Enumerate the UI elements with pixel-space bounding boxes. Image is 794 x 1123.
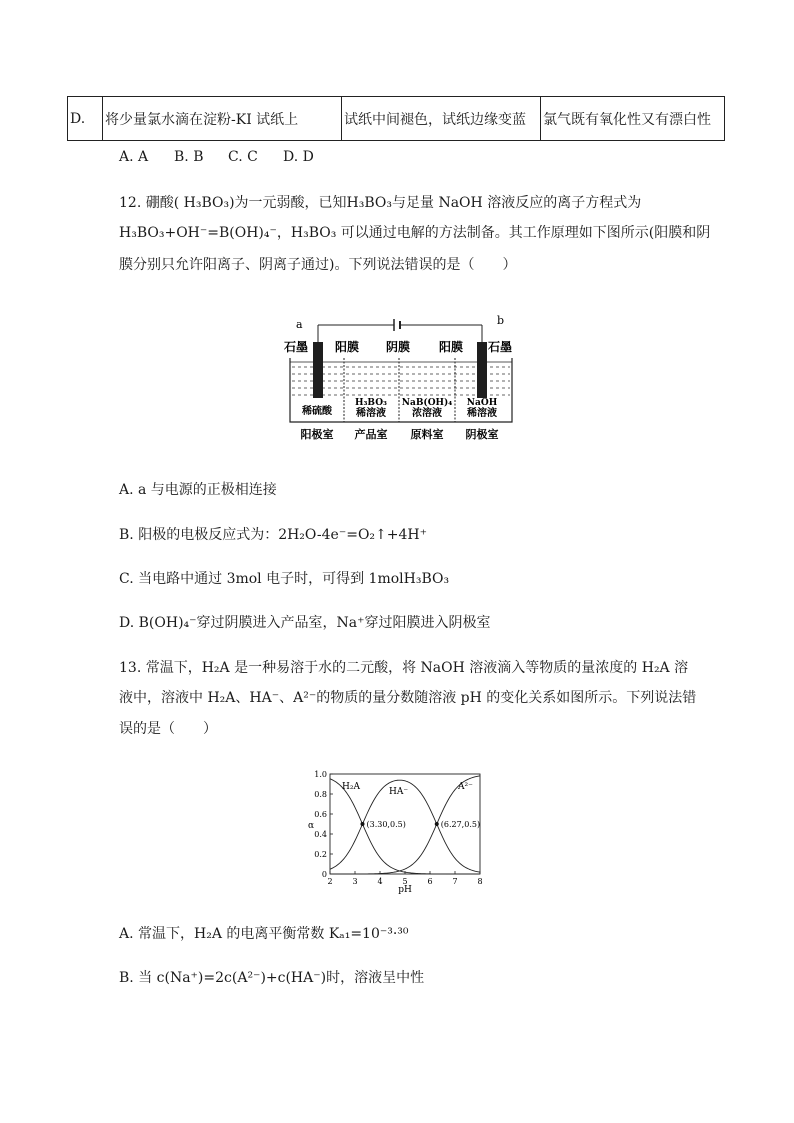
solution-cathode-formula: NaOH bbox=[466, 398, 498, 408]
x-tick-label: 7 bbox=[452, 877, 458, 886]
q11-choice-c[interactable]: C. C bbox=[228, 149, 258, 165]
q12-stem-line-1: 12. 硼酸( H₃BO₃)为一元弱酸，已知H₃BO₃与足量 NaOH 溶液反应的离子方程式为 bbox=[119, 195, 642, 211]
q12-option-a[interactable]: A. a 与电源的正极相连接 bbox=[119, 482, 277, 498]
electrolysis-diagram bbox=[282, 312, 522, 444]
x-axis-label: pH bbox=[398, 885, 412, 894]
graphite-left-label: 石墨 bbox=[284, 340, 309, 354]
y-tick-label: 0.6 bbox=[314, 810, 327, 819]
q12-option-d[interactable]: D. B(OH)₄⁻穿过阴膜进入产品室，Na⁺穿过阳膜进入阴极室 bbox=[119, 615, 491, 631]
solution-product-formula: H₃BO₃ bbox=[354, 398, 388, 408]
x-tick-label: 3 bbox=[352, 877, 358, 886]
x-tick-label: 5 bbox=[402, 877, 408, 886]
y-tick-label: 0.8 bbox=[314, 790, 327, 799]
q11-choice-a[interactable]: A. A bbox=[119, 149, 149, 165]
membrane-3-label: 阳膜 bbox=[439, 340, 464, 354]
x-tick-label: 8 bbox=[477, 877, 483, 886]
table-row bbox=[68, 97, 725, 141]
q11-choice-b[interactable]: B. B bbox=[174, 149, 204, 165]
q13-option-a[interactable]: A. 常温下，H₂A 的电离平衡常数 Kₐ₁=10⁻³·³⁰ bbox=[119, 926, 409, 942]
membrane-2-label: 阴膜 bbox=[386, 340, 411, 354]
terminal-a-label: a bbox=[296, 318, 303, 331]
q12-option-c[interactable]: C. 当电路中通过 3mol 电子时，可得到 1molH₃BO₃ bbox=[119, 571, 450, 587]
solution-product-label: 稀溶液 bbox=[356, 408, 386, 419]
q13-stem-line-1: 13. 常温下，H₂A 是一种易溶于水的二元酸，将 NaOH 溶液滴入等物质的量浓度的 H₂A 溶 bbox=[119, 660, 689, 676]
series-label-h2a: H₂A bbox=[342, 782, 360, 792]
intersection-label: (3.30,0.5) bbox=[366, 820, 406, 829]
option-table bbox=[67, 96, 725, 141]
intersection-point bbox=[361, 822, 365, 826]
terminal-b-label: b bbox=[497, 314, 505, 327]
room-anode: 阳极室 bbox=[300, 428, 334, 441]
option-label: D. bbox=[68, 97, 103, 141]
q12-stem-line-2: H₃BO₃+OH⁻=B(OH)₄⁻，H₃BO₃ 可以通过电解的方法制备。其工作原理如下图所示(阳膜和阴 bbox=[119, 225, 711, 241]
x-tick-label: 6 bbox=[427, 877, 433, 886]
room-product: 产品室 bbox=[354, 428, 388, 441]
graphite-cathode bbox=[477, 342, 487, 398]
solution-feed-label: 浓溶液 bbox=[412, 408, 442, 419]
x-tick-label: 2 bbox=[327, 877, 333, 886]
y-tick-label: 0 bbox=[321, 870, 327, 879]
x-tick-label: 4 bbox=[377, 877, 383, 886]
series-label-a2: A²⁻ bbox=[458, 782, 473, 792]
conclusion-cell: 氯气既有氧化性又有漂白性 bbox=[541, 97, 725, 141]
phenomenon-cell: 试纸中间褪色，试纸边缘变蓝 bbox=[342, 97, 541, 141]
intersection-point bbox=[435, 822, 439, 826]
q13-stem-line-2: 液中，溶液中 H₂A、HA⁻、A²⁻的物质的量分数随溶液 pH 的变化关系如图所示。下列说法错 bbox=[119, 690, 697, 706]
q13-option-b[interactable]: B. 当 c(Na⁺)=2c(A²⁻)+c(HA⁻)时，溶液呈中性 bbox=[119, 970, 425, 986]
graphite-right-label: 石墨 bbox=[488, 340, 513, 354]
solution-cathode-label: 稀溶液 bbox=[467, 408, 497, 419]
solution-anode-label: 稀硫酸 bbox=[302, 406, 332, 417]
y-axis-label: α bbox=[307, 821, 315, 831]
room-cathode: 阴极室 bbox=[465, 428, 499, 441]
q12-option-b[interactable]: B. 阳极的电极反应式为：2H₂O-4e⁻=O₂↑+4H⁺ bbox=[119, 527, 428, 543]
operation-cell: 将少量氯水滴在淀粉-KI 试纸上 bbox=[103, 97, 342, 141]
y-tick-label: 1.0 bbox=[314, 770, 327, 779]
membrane-1-label: 阳膜 bbox=[335, 340, 360, 354]
graphite-anode bbox=[313, 342, 323, 398]
y-tick-label: 0.4 bbox=[314, 830, 327, 839]
distribution-chart bbox=[306, 766, 492, 894]
intersection-label: (6.27,0.5) bbox=[440, 820, 481, 829]
q12-stem-line-3: 膜分别只允许阳离子、阴离子通过)。下列说法错误的是（ ） bbox=[119, 257, 517, 273]
solution-feed-formula: NaB(OH)₄ bbox=[401, 398, 453, 408]
q11-choice-d[interactable]: D. D bbox=[283, 149, 314, 165]
room-feed: 原料室 bbox=[410, 428, 444, 441]
series-label-ha: HA⁻ bbox=[389, 787, 409, 797]
y-tick-label: 0.2 bbox=[314, 850, 327, 859]
q13-stem-line-3: 误的是（ ） bbox=[119, 721, 217, 737]
